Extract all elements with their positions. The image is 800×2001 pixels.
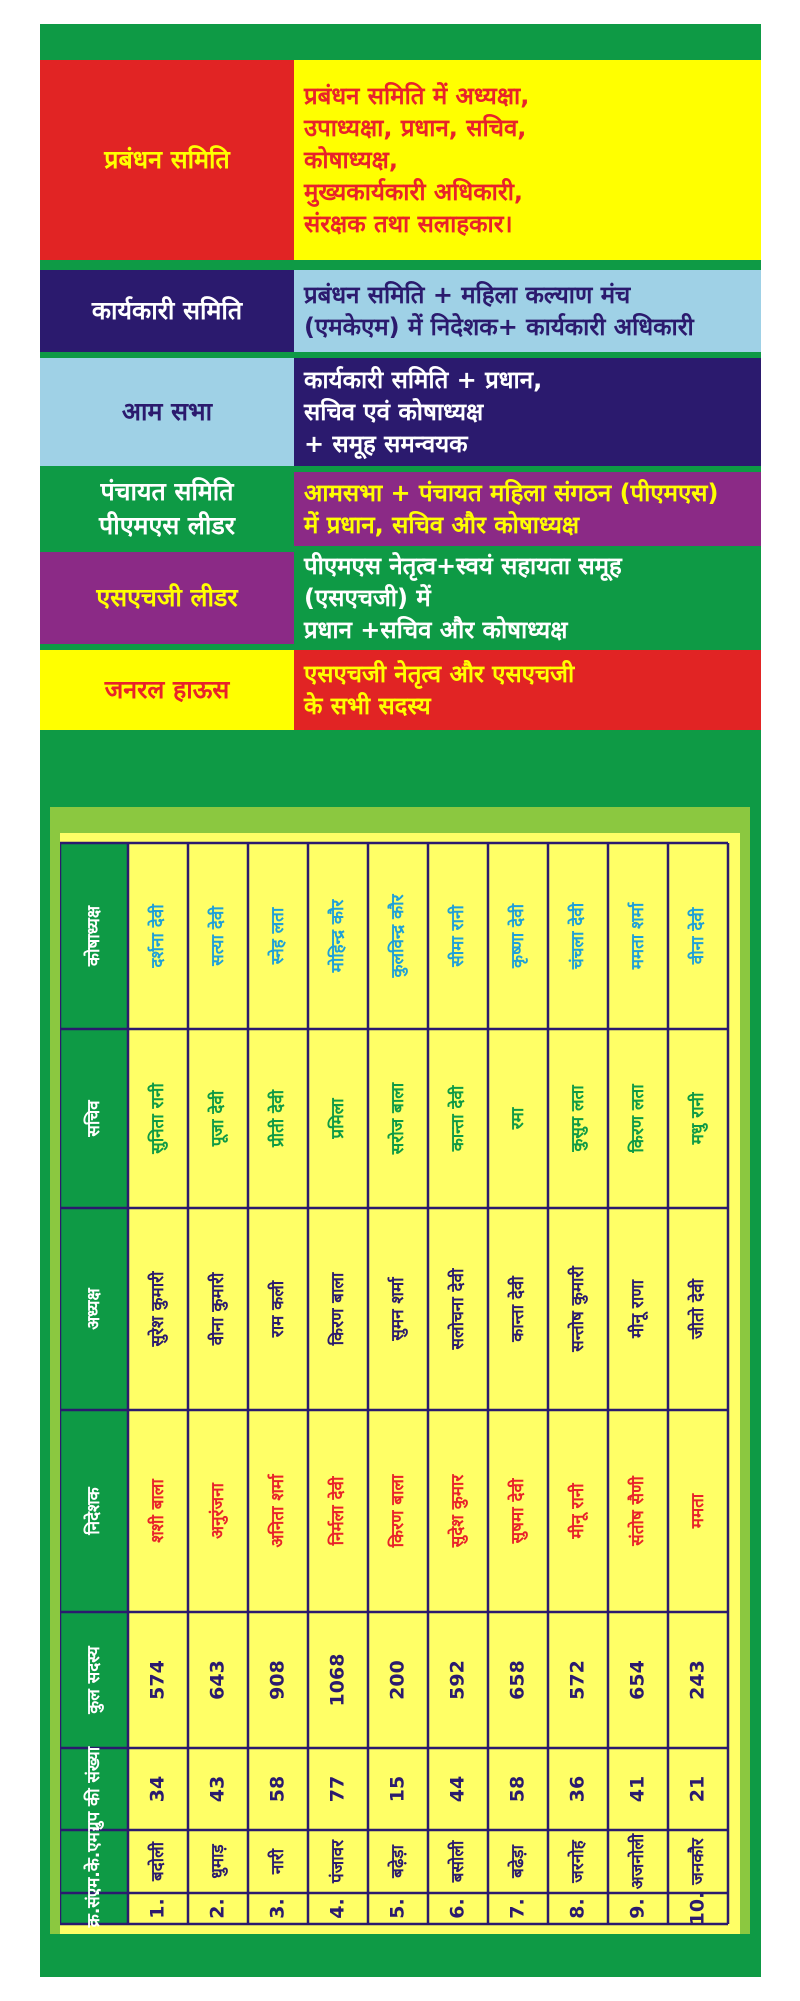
table-cell: ममता (688, 1493, 708, 1529)
table-cell: 5. (386, 1898, 409, 1919)
hierarchy-level-label-line: कार्यकारी समिति (91, 296, 243, 325)
table-cell: 243 (686, 1660, 709, 1700)
table-cell: पूजा देवी (208, 1090, 228, 1147)
table-cell: धुमाड़ (208, 1844, 228, 1879)
table-cell: जनकौर (688, 1838, 708, 1885)
table-cell: 9. (626, 1898, 649, 1919)
table-cell: राम कली (268, 1280, 288, 1338)
table-cell: सुरेश कुमारी (148, 1271, 168, 1347)
table-cell: सत्या देवी (208, 906, 228, 966)
table-cell: कुसुम लता (568, 1085, 588, 1152)
table-cell: किरण बाला (328, 1272, 348, 1346)
table-cell: 34 (146, 1775, 169, 1803)
table-cell: 592 (446, 1660, 469, 1700)
table-cell: 2. (206, 1898, 229, 1919)
hierarchy-row (40, 472, 761, 546)
table-cell: 643 (206, 1660, 229, 1700)
table-cell: 1. (146, 1898, 169, 1919)
table-cell: मधु रानी (688, 1092, 708, 1145)
hierarchy-level-label (40, 60, 294, 260)
hierarchy-description-line: (एमकेएम) में निदेशक+ कार्यकारी अधिकारी (304, 313, 694, 341)
table-cell: 6. (446, 1898, 469, 1919)
hierarchy-level-description (294, 472, 761, 546)
table-header-cell: निदेशक (84, 1487, 104, 1535)
hierarchy-level-description (294, 270, 761, 352)
hierarchy-level-label (40, 270, 294, 352)
table-cell: कुलविन्द्र कौर (388, 894, 408, 978)
table-cell: 658 (506, 1660, 529, 1700)
committee-table (60, 833, 740, 1934)
table-cell: 908 (266, 1660, 289, 1700)
table-header-cell: ग्रुप की संख्या (84, 1746, 104, 1832)
hierarchy-level-label (40, 472, 294, 546)
table-cell: 41 (626, 1775, 649, 1803)
hierarchy-level-label-line: पंचायत समिति (100, 477, 234, 506)
table-cell: शशी बाला (148, 1479, 168, 1543)
table-cell: जरनोह (568, 1840, 588, 1883)
table-cell: 58 (506, 1775, 529, 1803)
hierarchy-description-line: प्रबंधन समिति में अध्यक्षा, (304, 82, 530, 110)
table-cell: 36 (566, 1775, 589, 1803)
table-cell: सुनिता रानी (148, 1083, 168, 1154)
table-cell: प्रीती देवी (268, 1090, 288, 1147)
hierarchy-level-label-line: आम सभा (121, 397, 213, 426)
hierarchy-level-label (40, 552, 294, 644)
hierarchy-description-line: एसएचजी नेतृत्व और एसएचजी (304, 660, 575, 688)
hierarchy-row (40, 650, 761, 730)
table-cell: संतोष सैणी (628, 1476, 648, 1546)
table-cell: 44 (446, 1775, 469, 1803)
table-cell: 58 (266, 1775, 289, 1803)
hierarchy-level-label-line: एसएचजी लीडर (96, 583, 238, 612)
table-cell: 200 (386, 1660, 409, 1700)
table-cell: नारी (268, 1848, 288, 1875)
table-cell: मीनू रानी (568, 1483, 588, 1539)
table-header-cell: कोषाध्यक्ष (84, 905, 104, 967)
hierarchy-level-description (294, 552, 761, 644)
hierarchy-description-line: कार्यकारी समिति + प्रधान, (304, 366, 543, 394)
table-cell: किरण लता (628, 1084, 648, 1153)
table-header-cell: अध्यक्ष (84, 1288, 104, 1330)
hierarchy-level-label-line: पीएमएस लीडर (99, 511, 235, 540)
table-cell: बढ़ेड़ा (388, 1845, 408, 1878)
table-background (60, 833, 740, 1934)
table-cell: कान्ता देवी (508, 1276, 528, 1342)
hierarchy-description-line: संरक्षक तथा सलाहकार। (304, 210, 513, 238)
hierarchy-description-line: आमसभा + पंचायत महिला संगठन (पीएमएस) (304, 479, 719, 507)
hierarchy-description-line: (एसएचजी) में (304, 584, 431, 612)
poster (40, 24, 761, 1977)
hierarchy-description-line: सचिव एवं कोषाध्यक्ष (304, 398, 484, 426)
table-cell: 7. (506, 1898, 529, 1919)
hierarchy-row (40, 60, 761, 260)
table-cell: 3. (266, 1898, 289, 1919)
committee-table-grid (60, 833, 740, 1934)
hierarchy-description-line: पीएमएस नेतृत्व+स्वयं सहायता समूह (304, 552, 622, 580)
table-cell: निर्मला देवी (328, 1476, 348, 1546)
hierarchy-description-line: मुख्यकार्यकारी अधिकारी, (304, 178, 524, 206)
table-cell: मोहिन्द्र कौर (328, 899, 348, 973)
hierarchy-row (40, 552, 761, 644)
table-cell: अनुरंजना (208, 1483, 228, 1539)
table-cell: 572 (566, 1660, 589, 1700)
hierarchy-description-line: के सभी सदस्य (304, 692, 431, 720)
hierarchy-level-label (40, 358, 294, 466)
table-header-cell: सचिव (84, 1100, 104, 1137)
table-cell: 77 (326, 1775, 349, 1803)
hierarchy-level-description (294, 60, 761, 260)
table-cell: सीमा रानी (448, 905, 468, 967)
table-cell: 21 (686, 1775, 709, 1803)
table-cell: 10. (686, 1891, 709, 1926)
table-cell: रमा (508, 1107, 528, 1130)
table-cell: जीतो देवी (688, 1279, 708, 1339)
table-cell: प्रमिला (328, 1098, 348, 1139)
table-cell: 4. (326, 1898, 349, 1919)
table-cell: अजनोली (628, 1833, 648, 1890)
table-cell: वीना कुमारी (208, 1272, 228, 1346)
table-cell: सुदेश कुमार (448, 1474, 468, 1548)
table-cell: 654 (626, 1660, 649, 1700)
table-cell: 43 (206, 1775, 229, 1803)
hierarchy-description-line: कोषाध्यक्ष, (304, 146, 399, 174)
hierarchy-description-line: में प्रधान, सचिव और कोषाध्यक्ष (304, 511, 580, 539)
table-cell: वीना देवी (688, 907, 708, 965)
table-cell: कृष्णा देवी (508, 903, 528, 969)
table-cell: सुषमा देवी (508, 1478, 528, 1544)
table-cell: चंचला देवी (568, 902, 588, 970)
table-cell: किरण बाला (388, 1474, 408, 1548)
hierarchy-level-description (294, 650, 761, 730)
table-cell: 8. (566, 1898, 589, 1919)
table-cell: सलोचना देवी (448, 1268, 468, 1350)
table-cell: दर्शना देवी (148, 904, 168, 968)
table-cell: ममता शर्मा (628, 902, 648, 970)
table-cell: सरोज बाला (388, 1082, 408, 1155)
hierarchy-description-line: प्रबंधन समिति + महिला कल्याण मंच (304, 281, 631, 309)
table-cell: कान्ता देवी (448, 1085, 468, 1152)
hierarchy-description-line: प्रधान +सचिव और कोषाध्यक्ष (304, 616, 568, 644)
table-cell: 574 (146, 1660, 169, 1700)
table-cell: पंजावर (328, 1839, 348, 1884)
table-cell: सुमन शर्मा (388, 1277, 408, 1341)
table-cell: 1068 (326, 1653, 349, 1707)
hierarchy-level-label-line: जनरल हाऊस (104, 675, 230, 704)
table-cell: बसोली (448, 1840, 468, 1883)
hierarchy-description-line: उपाध्यक्षा, प्रधान, सचिव, (304, 114, 527, 142)
hierarchy-level-label-line: प्रबंधन समिति (104, 145, 230, 174)
table-header-cell: कुल सदस्य (84, 1646, 104, 1714)
hierarchy-description-line: + समूह समन्वयक (304, 430, 468, 458)
hierarchy-row (40, 270, 761, 352)
hierarchy-level-description (294, 358, 761, 466)
table-header-cell: क्र.सं. (84, 1889, 104, 1928)
hierarchy-level-label (40, 650, 294, 730)
table-cell: 15 (386, 1775, 409, 1803)
table-cell: अनिता शर्मा (268, 1474, 288, 1548)
table-cell: बढेड़ा (508, 1845, 528, 1878)
table-cell: बदोली (148, 1841, 168, 1882)
table-cell: सन्तोष कुमारी (568, 1266, 588, 1352)
table-cell: स्नेह लता (268, 907, 288, 965)
table-cell: मीनू राणा (628, 1280, 648, 1338)
table-header-cell: एम.के.एम. (84, 1825, 104, 1898)
committee-table-frame (50, 807, 750, 1934)
hierarchy-row (40, 358, 761, 466)
